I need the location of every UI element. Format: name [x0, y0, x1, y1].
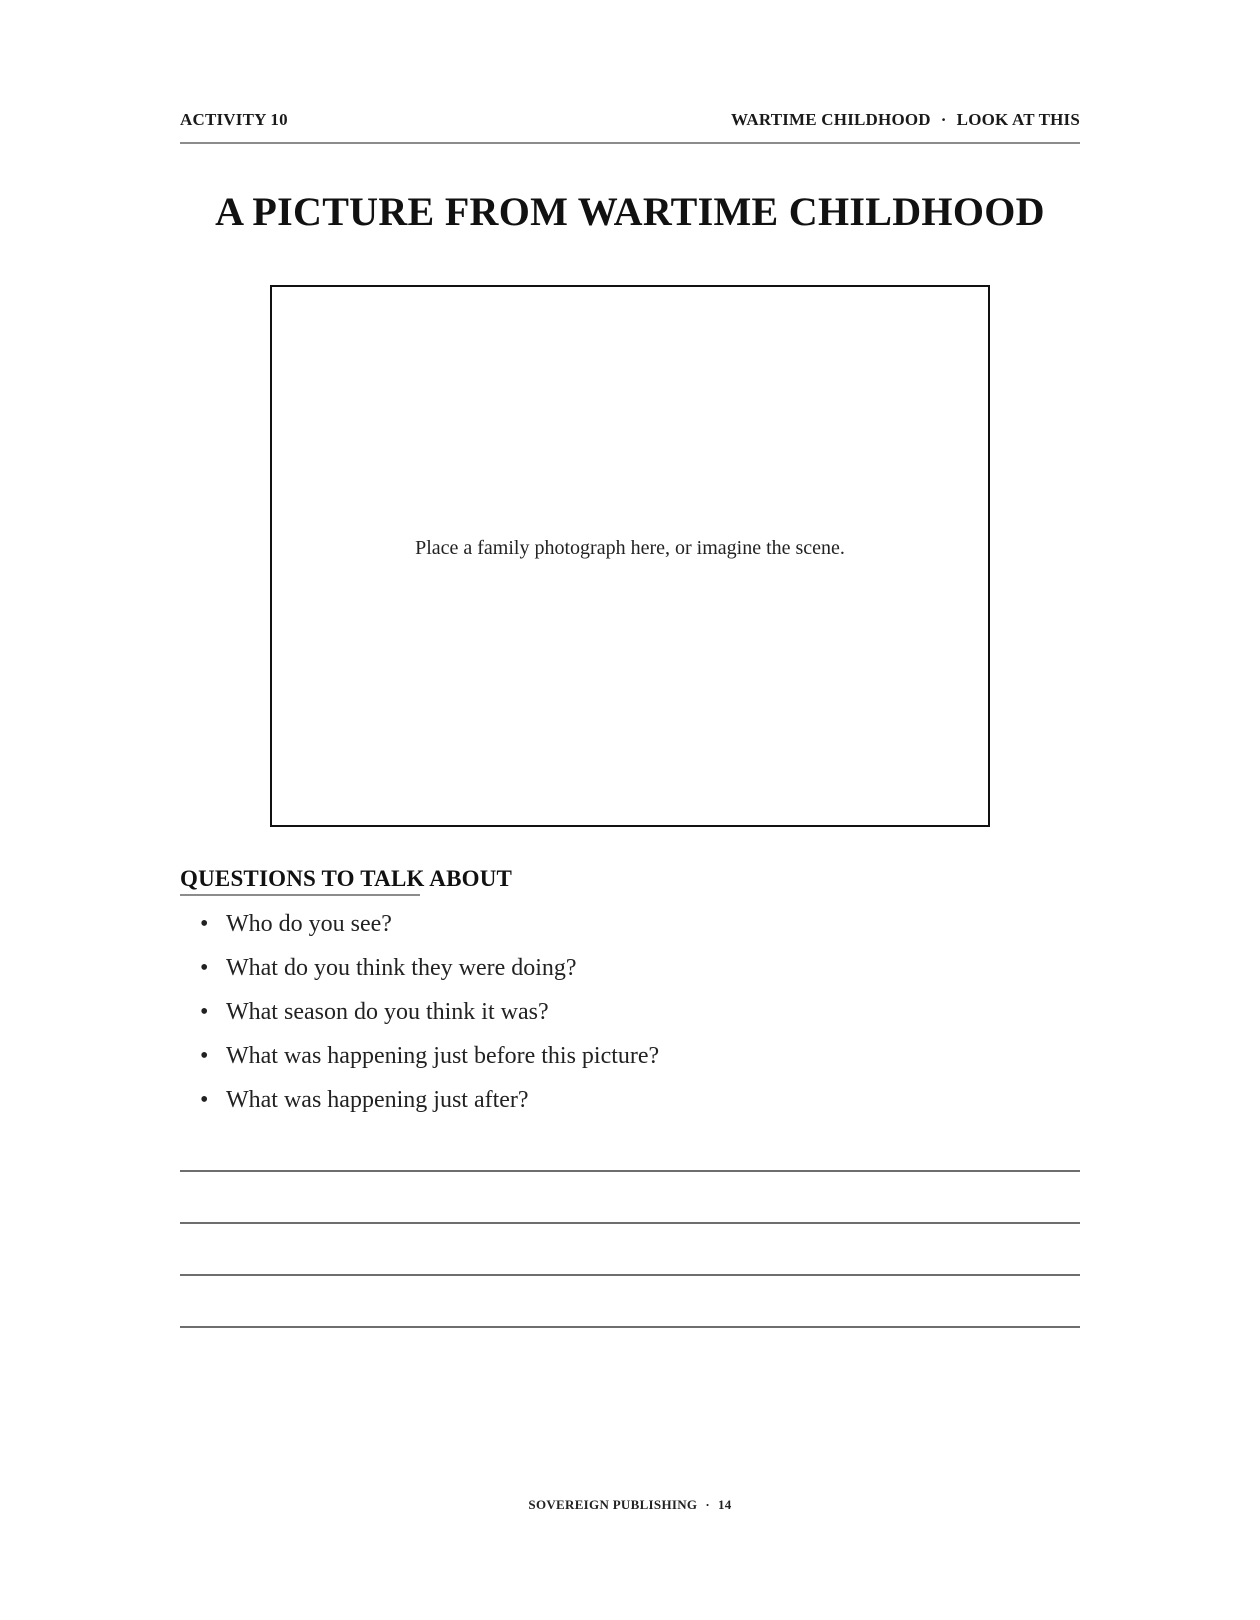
bullet-icon: •: [200, 955, 209, 981]
questions-heading-underline: [180, 894, 420, 896]
writing-line[interactable]: [180, 1170, 1080, 1172]
question-text: What season do you think it was?: [226, 999, 549, 1025]
page-number: 14: [717, 1497, 732, 1512]
writing-line[interactable]: [180, 1222, 1080, 1224]
question-text: What was happening just before this picture?: [226, 1043, 660, 1069]
page-title: A PICTURE FROM WARTIME CHILDHOOD: [215, 189, 1045, 234]
subsection-name: LOOK AT THIS: [956, 110, 1080, 129]
bullet-icon: •: [200, 1087, 209, 1113]
writing-line[interactable]: [180, 1326, 1080, 1328]
list-item: [200, 950, 659, 994]
photo-placeholder-caption: Place a family photograph here, or imagine the scene.: [415, 537, 845, 559]
question-text: What was happening just after?: [226, 1087, 529, 1113]
question-list: [200, 906, 659, 1126]
activity-label: ACTIVITY 10: [180, 110, 288, 129]
header-separator: ·: [940, 110, 947, 129]
bullet-icon: •: [200, 999, 209, 1025]
photo-placeholder-frame: [270, 285, 990, 827]
list-item: [200, 1082, 659, 1126]
writing-line[interactable]: [180, 1274, 1080, 1276]
page-footer: [180, 1497, 1080, 1513]
list-item: [200, 906, 659, 950]
section-label: [731, 110, 1080, 130]
list-item: [200, 1038, 659, 1082]
list-item: [200, 994, 659, 1038]
questions-heading: QUESTIONS TO TALK ABOUT: [180, 866, 513, 891]
publisher-name: SOVEREIGN PUBLISHING: [528, 1497, 698, 1512]
section-name: WARTIME CHILDHOOD: [731, 110, 931, 129]
footer-separator: ·: [705, 1497, 710, 1512]
bullet-icon: •: [200, 911, 209, 937]
question-text: What do you think they were doing?: [226, 955, 577, 981]
bullet-icon: •: [200, 1043, 209, 1069]
running-header: [180, 106, 1080, 144]
question-text: Who do you see?: [226, 911, 392, 937]
